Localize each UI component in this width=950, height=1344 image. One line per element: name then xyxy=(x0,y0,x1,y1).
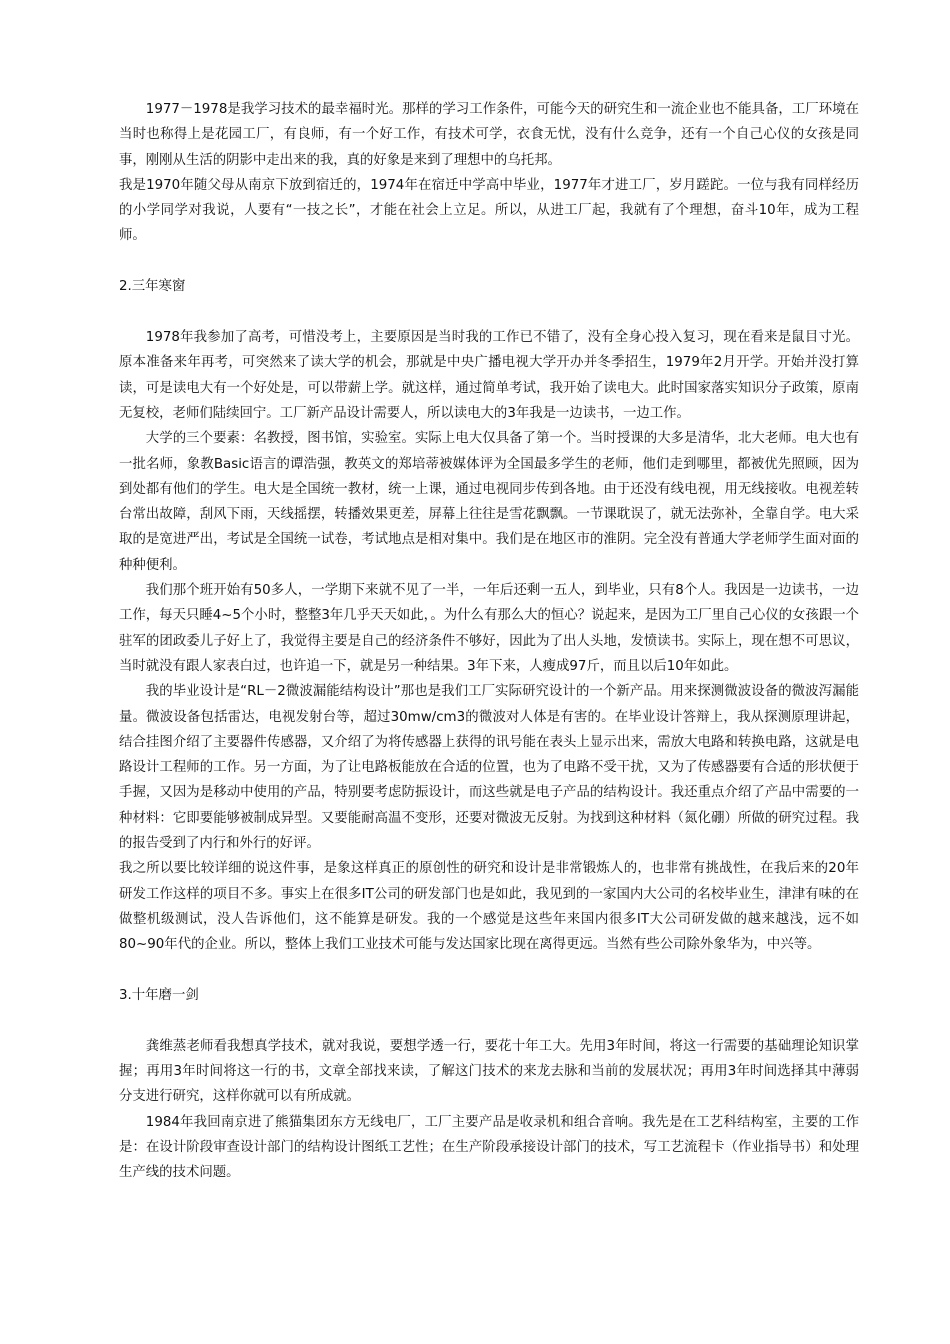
paragraph-ten-years: 龚维蒸老师看我想真学技术，就对我说，要想学透一行，要花十年工大。先用3年时间，将这一行需要的基础理论知识掌握；再用3年时间将这一行的书，文章全部找来读，了解这门技术的来龙去脉和当前的发展状况；再用3年时间选择其中薄弱分支进行研究，这样你就可以有所成就。 xyxy=(119,1038,859,1105)
paragraph-graduation-design: 我的毕业设计是“RL－2微波漏能结构设计”那也是我们工厂实际研究设计的一个新产品。用来探测微波设备的微波泻漏能量。微波设备包括雷达，电视发射台等，超过30mw/cm3的微波对人体是有害的。在毕业设计答辩上，我从探测原理讲起，结合挂图介绍了主要器件传感器，又介绍了为将传感器上获得的讯号能在表头上显示出来，需放大电路和转换电路，这就是电路设计工程师的工作。另一方面，为了让电路板能放在合适的位置，也为了电路不受干扰，又为了传感器要有合适的形状便于手握，又因为是移动中使用的产品，特别要考虑防振设计，而这些就是电子产品的结构设计。我还重点介绍了产品中需要的一种材料：它即要能够被制成异型。又要能耐高温不变形，还要对微波无反射。为找到这种材料（氮化硼）所做的研究过程。我的报告受到了内行和外行的好评。 xyxy=(119,684,859,852)
paragraph-panda-factory: 1984年我回南京进了熊猫集团东方无线电厂，工厂主要产品是收录机和组合音响。我先是在工艺科结构室，主要的工作是：在设计阶段审查设计部门的结构设计图纸工艺性；在生产阶段承接设计部门的技术，写工艺流程卡（作业指导书）和处理生产线的技术问题。 xyxy=(119,1114,859,1181)
paragraph-happy-time: 1977－1978是我学习技术的最幸福时光。那样的学习工作条件，可能今天的研究生和一流企业也不能具备，工厂环境在当时也称得上是花园工厂，有良师，有一个好工作，有技术可学，衣食无忧，没有什么竞争，还有一个自己心仪的女孩是同事，刚刚从生活的阴影中走出来的我，真的好象是来到了理想中的乌托邦。 xyxy=(119,102,859,168)
document-body xyxy=(119,97,859,1186)
paragraph-class: 我们那个班开始有50多人，一学期下来就不见了一半，一年后还剩一五人，到毕业，只有8个人。我因是一边读书，一边工作，每天只睡4~5个小时，整整3年几乎天天如此，。为什么有那么大的恒心？说起来，是因为工厂里自己心仪的女孩跟一个驻军的团政委儿子好上了，我觉得主要是自己的经济条件不够好，因此为了出人头地，发愤读书。实际上，现在想不可思议，当时就没有跟人家表白过，也许追一下，就是另一种结果。3年下来，人瘦成97斤，而且以后10年如此。 xyxy=(119,583,859,674)
paragraph-background: 我是1970年随父母从南京下放到宿迁的，1974年在宿迁中学高中毕业，1977年才进工厂，岁月蹉跎。一位与我有同样经历的小学同学对我说，人要有“一技之长”，才能在社会上立足。所以，从进工厂起，我就有了个理想，奋斗10年，成为工程师。 xyxy=(119,177,859,244)
paragraph-reflection: 我之所以要比较详细的说这件事，是象这样真正的原创性的研究和设计是非常锻炼人的，也非常有挑战性，在我后来的20年研发工作这样的项目不多。事实上在很多IT公司的研发部门也是如此，我见到的一家国内大公司的名校毕业生，津津有味的在做整机级测试，没人告诉他们，这不能算是研发。我的一个感觉是这些年来国内很多IT大公司研发做的越来越浅，远不如80~90年代的企业。所以，整体上我们工业技术可能与发达国家比现在离得更远。当然有些公司除外象华为，中兴等。 xyxy=(119,861,859,953)
section-heading-3: 3.十年磨一剑 xyxy=(119,987,199,1003)
paragraph-exam: 1978年我参加了高考，可惜没考上，主要原因是当时我的工作已不错了，没有全身心投入复习，现在看来是鼠目寸光。原本准备来年再考，可突然来了读大学的机会，那就是中央广播电视大学开办并冬季招生，1979年2月开学。开始并没打算读，可是读电大有一个好处是，可以带薪上学。就这样，通过简单考试，我开始了读电大。此时国家落实知识分子政策，原南无复校，老师们陆续回宁。工厂新产品设计需要人，所以读电大的3年我是一边读书，一边工作。 xyxy=(119,330,859,421)
paragraph-university: 大学的三个要素：名教授，图书馆，实验室。实际上电大仅具备了第一个。当时授课的大多是清华，北大老师。电大也有一批名师，象教Basic语言的谭浩强，教英文的郑培蒂被媒体评为全国最多学生的老师，他们走到哪里，都被优先照顾，因为到处都有他们的学生。电大是全国统一教材，统一上课，通过电视同步传到各地。由于还没有线电视，用无线接收。电视差转台常出故障，刮风下雨，天线摇摆，转播效果更差，屏幕上往往是雪花飘飘。一节课耽误了，就无法弥补，全靠自学。电大采取的是宽进严出，考试是全国统一试卷，考试地点是相对集中。我们是在地区市的淮阴。完全没有普通大学老师学生面对面的种种便利。 xyxy=(119,431,859,573)
section-heading-2: 2.三年寒窗 xyxy=(119,278,186,294)
